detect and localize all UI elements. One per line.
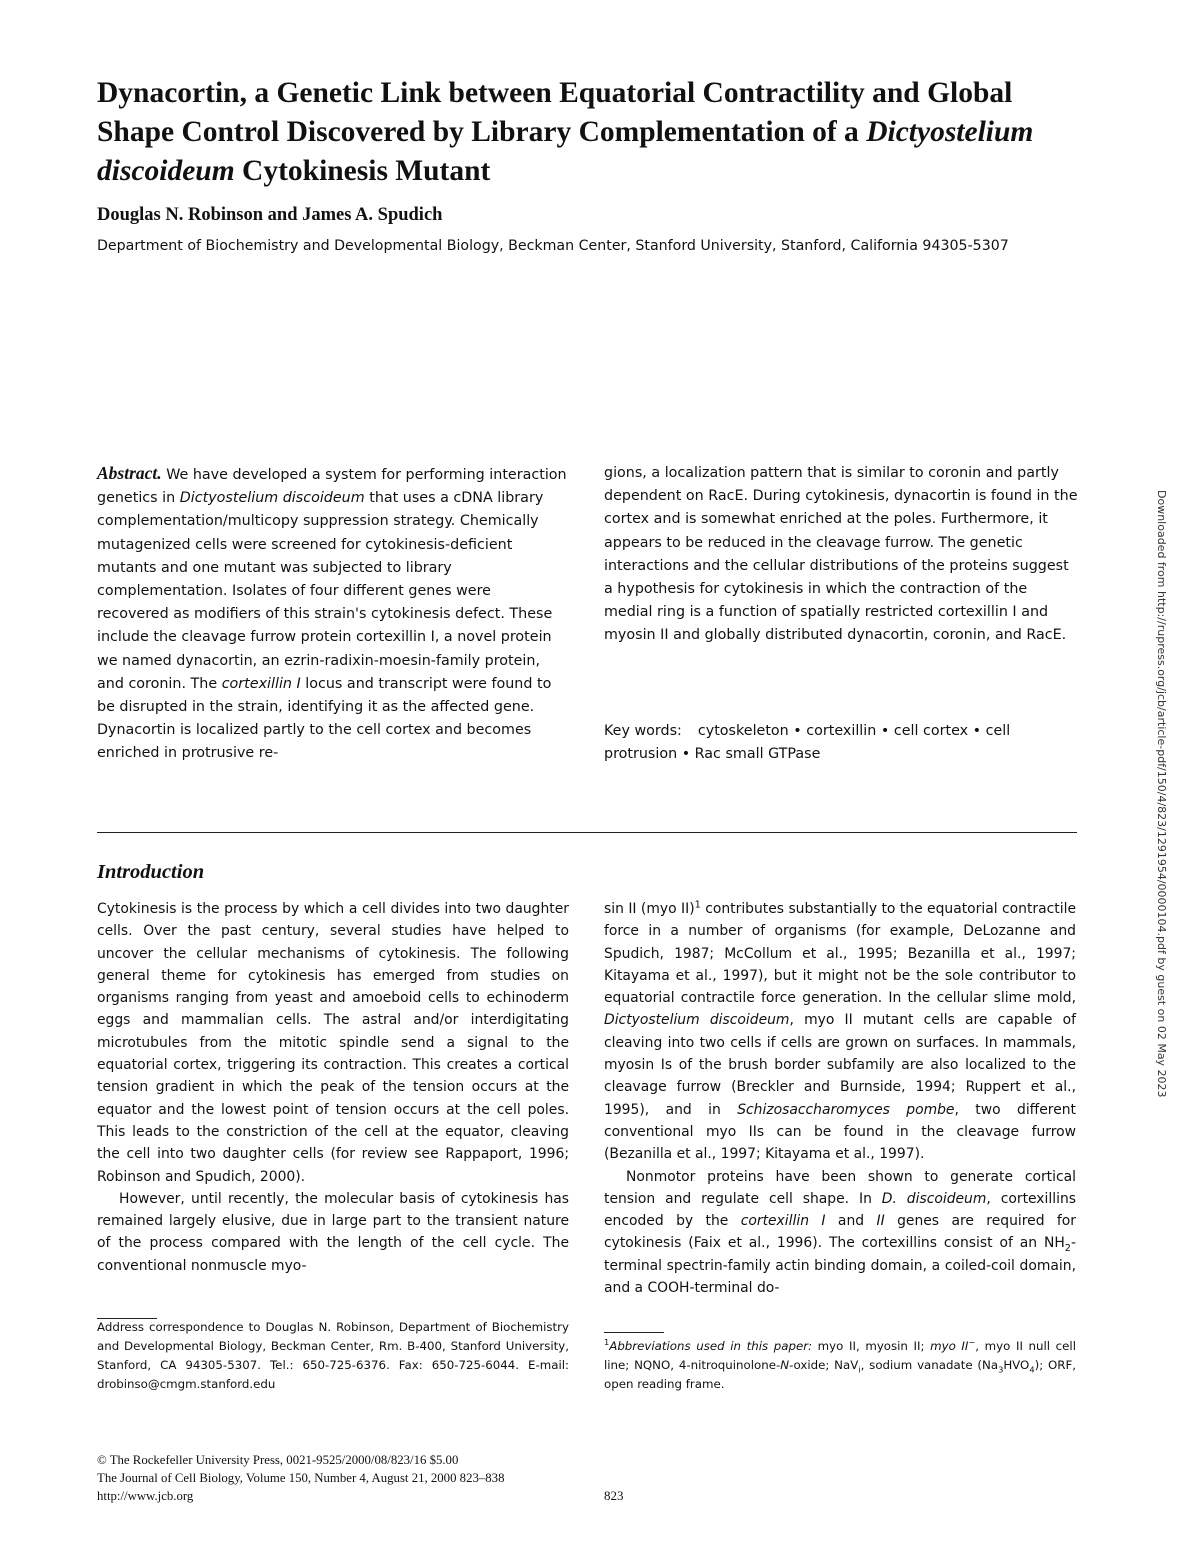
- introduction-heading: Introduction: [97, 861, 205, 883]
- intro-paragraph-4: Nonmotor proteins have been shown to generate cortical tension and regulate cell shape. In D. discoideum, cortexillins encoded by the cortexillin I and II genes are required for cytokinesis (Faix et al., 1996). The cortexillins consist of an $NH_2$-terminal spectrin-family actin binding domain, a coiled-coil domain, and a COOH-terminal do-: [604, 1168, 1077, 1297]
- abstract-left-column: Abstract. We have developed a system for performing interaction genetics in Dictyostelium discoideum that uses a cDNA library complementation/multicopy suppression strategy. Chemically mutagenized cells were screened for cytokinesis-deficient mutants and one mutant was subjected to library complementation. Isolates of four different genes were recovered as modifiers of this strain's cytokinesis defect. These include the cleavage furrow protein cortexillin I, a novel protein we named dynacortin, an ezrin-radixin-moesin-family protein, and coronin. The cortexillin I locus and transcript were found to be disrupted in the strain, identifying it as the affected gene. Dynacortin is localized partly to the cell cortex and becomes enriched in protrusive re-: [97, 463, 567, 762]
- publication-info: [97, 1451, 504, 1505]
- keywords-list: cytoskeleton • cortexillin • cell cortex • cell protrusion • Rac small GTPase: [604, 723, 1011, 763]
- author-list: Douglas N. Robinson and James A. Spudich: [97, 205, 443, 225]
- title-species-name: Dictyostelium discoideum: [97, 116, 1034, 187]
- intro-paragraph-3: sin II (myo II)$^1$ contributes substantially to the equatorial contractile force in a number of organisms (for example, DeLozanne and Spudich, 1987; McCollum et al., 1995; Bezanilla et al., 1997; Kitayama et al., 1997), but it might not be the sole contributor to equatorial contractile force generation. In the cellular slime mold, Dictyostelium discoideum, myo II mutant cells are capable of cleaving into two cells if cells are grown on surfaces. In mammals, myosin Is of the brush border subfamily are also localized to the cleavage furrow (Breckler and Burnside, 1994; Ruppert et al., 1995), and in Schizosaccharomyces pombe, two different conventional myo IIs can be found in the cleavage furrow (Bezanilla et al., 1997; Kitayama et al., 1997).: [604, 899, 1076, 1163]
- introduction-right-column: [604, 898, 1076, 1299]
- paper-title: Dynacortin, a Genetic Link between Equatorial Contractility and Global Shape Control Discovered by Library Complementation of a Dictyostelium discoideum Cytokinesis Mutant: [97, 77, 1034, 187]
- journal-url-link[interactable]: http://www.jcb.org: [97, 1489, 194, 1503]
- abstract-right-column: gions, a localization pattern that is similar to coronin and partly dependent on RacE. During cytokinesis, dynacortin is found in the cortex and is somewhat enriched at the poles. Furthermore, it appears to be reduced in the cleavage furrow. The genetic interactions and the cellular distributions of the proteins suggest a hypothesis for cytokinesis in which the contraction of the medial ring is a function of spatially restricted cortexillin I and myosin II and globally distributed dynacortin, coronin, and RacE.: [604, 465, 1078, 644]
- page-number: 823: [604, 1488, 624, 1503]
- section-divider: [97, 832, 1077, 833]
- author-affiliation: Department of Biochemistry and Developmental Biology, Beckman Center, Stanford University, Stanford, California 94305-5307: [97, 238, 1009, 254]
- abbreviations-label: Abbreviations used in this paper:: [609, 1339, 813, 1353]
- keywords: [604, 720, 1078, 766]
- footnote-marker[interactable]: 1: [694, 899, 701, 911]
- keywords-label: Key words:: [604, 723, 682, 739]
- abstract-label: Abstract.: [97, 463, 162, 483]
- copyright-line: © The Rockefeller University Press, 0021-9525/2000/08/823/16 $5.00: [97, 1453, 459, 1467]
- download-watermark: Downloaded from http://rupress.org/jcb/article-pdf/150/4/823/1291954/0000104.pdf by guest on 02 May 2023: [1155, 490, 1168, 1098]
- footnote-rule-right: [604, 1332, 664, 1333]
- intro-paragraph-1: Cytokinesis is the process by which a cell divides into two daughter cells. Over the past century, several studies have helped to uncover the cellular mechanisms of cytokinesis. The following general theme for cytokinesis has emerged from studies on organisms ranging from yeast and amoeboid cells to echinoderm eggs and mammalian cells. The astral and/or interdigitating microtubules from the mitotic spindle send a signal to the equatorial cortex, triggering its contraction. This creates a cortical tension gradient in which the peak of the tension occurs at the equator and the lowest point of tension occurs at the cell poles. This leads to the constriction of the cell at the equator, cleaving the cell into two daughter cells (for review see Rappaport, 1996; Robinson and Spudich, 2000).: [97, 901, 569, 1185]
- correspondence-footnote: Address correspondence to Douglas N. Robinson, Department of Biochemistry and Developmental Biology, Beckman Center, Rm. B-400, Stanford University, Stanford, CA 94305-5307. Tel.: 650-725-6376. Fax: 650-725-6044. E-mail: drobinso@cmgm.stanford.edu: [97, 1320, 569, 1391]
- abbreviations-footnote: $^1$Abbreviations used in this paper: myo II, myosin II; myo II−, myo II null cell line; NQNO, 4-nitroquinolone-N-oxide; NaV$_i$, sodium vanadate $(Na_3HVO_4)$; ORF, open reading frame.: [604, 1337, 1076, 1391]
- intro-paragraph-2: However, until recently, the molecular basis of cytokinesis has remained largely elusive, due in large part to the transient nature of the process compared with the length of the cell cycle. The conventional nonmuscle myo-: [97, 1190, 569, 1274]
- journal-citation: The Journal of Cell Biology, Volume 150, Number 4, August 21, 2000 823–838: [97, 1471, 505, 1485]
- introduction-left-column: [97, 898, 569, 1277]
